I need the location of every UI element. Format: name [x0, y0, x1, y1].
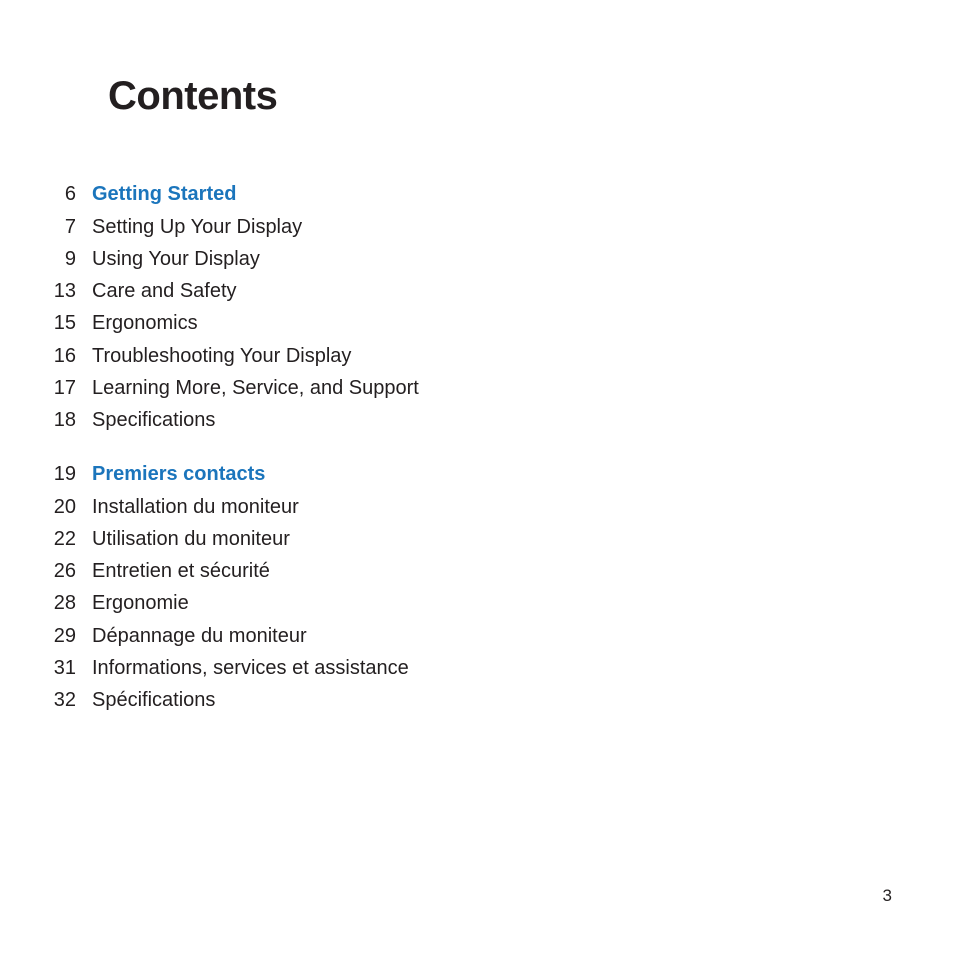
toc-section-heading[interactable]	[0, 461, 600, 487]
toc-entry-label: Using Your Display	[92, 248, 260, 270]
toc-page-number: 29	[53, 625, 76, 647]
toc-entry-label: Dépannage du moniteur	[92, 625, 307, 647]
page-title: Contents	[108, 74, 278, 118]
toc-entry[interactable]	[0, 407, 600, 433]
toc-page-number: 20	[53, 496, 76, 518]
toc-entry[interactable]	[0, 623, 600, 649]
toc-entry[interactable]	[0, 558, 600, 584]
toc-entry[interactable]	[0, 310, 600, 336]
toc-entry-label: Utilisation du moniteur	[92, 528, 290, 550]
toc-entry-label: Informations, services et assistance	[92, 657, 409, 679]
toc-entry[interactable]	[0, 526, 600, 552]
toc-page-number: 17	[53, 377, 76, 399]
toc-entry[interactable]	[0, 590, 600, 616]
toc-page-number: 6	[64, 183, 76, 205]
toc-entry[interactable]	[0, 655, 600, 681]
toc-entry-label: Care and Safety	[92, 280, 237, 302]
toc-page-number: 28	[53, 592, 76, 614]
toc-entry[interactable]	[0, 375, 600, 401]
toc-entry-label: Entretien et sécurité	[92, 560, 270, 582]
toc-page-number: 15	[53, 312, 76, 334]
toc-page-number: 9	[64, 248, 76, 270]
toc-entry-label: Installation du moniteur	[92, 496, 299, 518]
toc-page-number: 22	[53, 528, 76, 550]
toc-entry-label: Ergonomie	[92, 592, 189, 614]
toc-entry-label: Specifications	[92, 409, 216, 431]
toc-entry-label: Setting Up Your Display	[92, 216, 303, 238]
toc-page-number: 26	[53, 560, 76, 582]
toc-page-number: 16	[53, 345, 76, 367]
toc-section-heading[interactable]	[0, 181, 600, 207]
toc-entry[interactable]	[0, 494, 600, 520]
toc-page-number: 7	[64, 216, 76, 238]
toc-entry[interactable]	[0, 214, 600, 240]
toc-page-number: 31	[53, 657, 76, 679]
toc-heading-label: Premiers contacts	[92, 463, 266, 485]
toc-entry-label: Learning More, Service, and Support	[92, 377, 419, 399]
page-number: 3	[882, 886, 892, 905]
toc-entry[interactable]	[0, 278, 600, 304]
toc-heading-label: Getting Started	[92, 183, 237, 205]
toc-page-number: 32	[53, 689, 76, 711]
toc-page-number: 13	[53, 280, 76, 302]
toc-entry-label: Ergonomics	[92, 312, 198, 334]
toc-page-number: 18	[53, 409, 76, 431]
toc-page-number: 19	[53, 463, 76, 485]
toc-entry-label: Troubleshooting Your Display	[92, 345, 352, 367]
toc-entry[interactable]	[0, 343, 600, 369]
toc-entry-label: Spécifications	[92, 689, 216, 711]
toc-entry[interactable]	[0, 246, 600, 272]
toc-entry[interactable]	[0, 687, 600, 713]
